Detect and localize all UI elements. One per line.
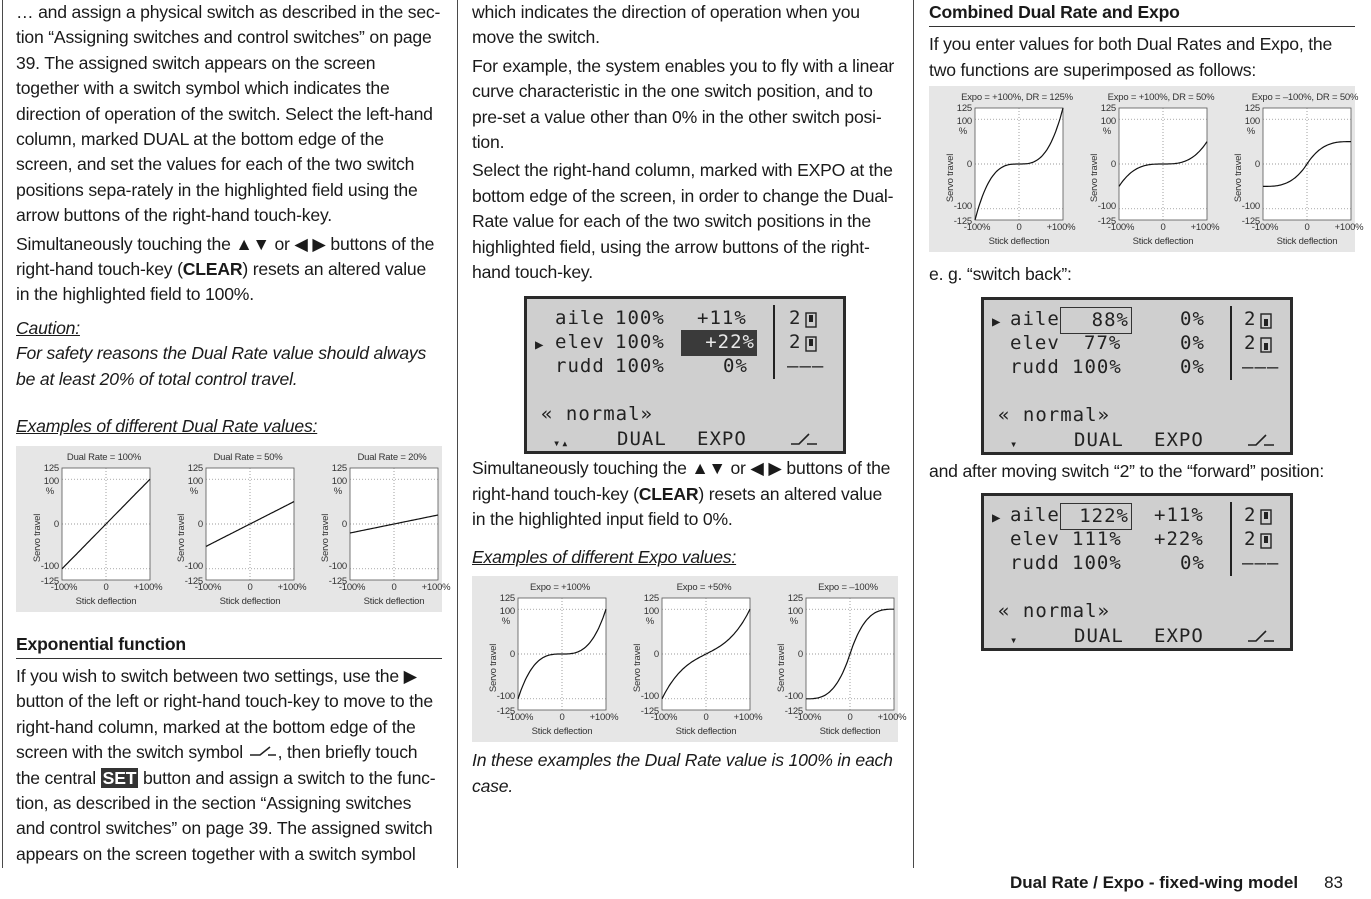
tick-label: +100% [1334, 222, 1364, 234]
footer-row: ▾ DUAL EXPO [984, 624, 1290, 648]
x-axis-label: Stick deflection [988, 236, 1050, 248]
cursor-icon: ▶ [535, 337, 545, 354]
switch-icon [805, 310, 817, 326]
column-divider [913, 0, 914, 868]
paragraph: … and assign a physical switch as described in the sec-tion “Assigning switches and control switches” on page 39. The assigned switch appears on the screen together with a switch symbol which indicates the direction of operation of the switch. Select the left-hand column, marked DUAL at the bottom edge of the screen, and set the values for each of the two switch positions sepa-rately in the highlighted field using the arrow buttons of the right-hand touch-key. [16, 2, 441, 226]
tick-label: 100 [187, 475, 203, 487]
tick-label: 0 [653, 649, 659, 661]
graph-title: Expo = +50% [676, 582, 732, 594]
caution-text: For safety reasons the Dual Rate value should always be at least 20% of total control travel. [16, 343, 427, 389]
tick-label: -125 [328, 575, 347, 587]
tick-label: -100 [1097, 201, 1116, 213]
expo-graphs [472, 576, 907, 742]
graph [18, 448, 163, 608]
arrow-down-icon: ▾ [1010, 633, 1019, 648]
cursor-icon: ▶ [992, 313, 1002, 330]
combined-graphs [929, 86, 1364, 252]
tick-label: +100% [1046, 222, 1076, 234]
footer-title: Dual Rate / Expo - fixed-wing model [1009, 873, 1299, 892]
page-number: 83 [1324, 873, 1343, 892]
tick-label: 0 [1110, 159, 1116, 171]
screen-row: rudd 100% 0% ––– [1010, 355, 1280, 378]
tick-label: % [189, 485, 198, 497]
tick-label: -100 [784, 690, 803, 702]
lcd-screen [524, 296, 846, 454]
tick-label: -125 [640, 706, 659, 718]
tick-label: -100% [794, 712, 822, 724]
graph-title: Expo = +100%, DR = 125% [961, 92, 1073, 104]
arrow-up-down-icon: ▾▴ [553, 436, 570, 451]
tick-label: -100% [50, 581, 78, 593]
tick-label: 100 [956, 116, 972, 128]
tick-label: 0 [1254, 159, 1260, 171]
tick-label: 125 [331, 462, 347, 474]
caution-title: Caution: [16, 317, 80, 338]
screen-holder [929, 487, 1355, 657]
tick-label: -100 [328, 560, 347, 572]
tick-label: +100% [421, 581, 451, 593]
graph-title: Expo = –100%, DR = 50% [1251, 92, 1359, 104]
paragraph: and after moving switch “2” to the “forward” position: [929, 460, 1325, 481]
x-axis-label: Stick deflection [819, 726, 881, 738]
paragraph: If you wish to switch between two settings, use the ▶ button of the left or right-hand touch-key to move to the right-hand column, marked at the bottom edge of the screen with the switch symbol , then briefly touch the central SET button and assign a switch to the func-tion, as described in the section “Assigning switches and control switches” on page 39. The assigned switch appears on the screen together with a switch symbol [16, 665, 436, 864]
tick-label: % [333, 485, 342, 497]
tick-label: 0 [391, 581, 397, 593]
page-footer [1010, 873, 1343, 893]
switch-symbol-icon [248, 744, 278, 758]
divider [773, 305, 775, 379]
tick-label: 0 [1016, 222, 1022, 234]
x-axis-label: Stick deflection [1276, 236, 1338, 248]
y-axis-label: Servo travel [488, 643, 499, 693]
switch-icon [1260, 335, 1272, 351]
lcd-screen [981, 493, 1293, 651]
lcd-screen [981, 297, 1293, 455]
tick-label: 125 [643, 593, 659, 605]
paragraph: Simultaneously touching the ▲▼ or ◀ ▶ buttons of the right-hand touch-key (CLEAR) resets an altered value in the highlighted field to 100%. [16, 233, 435, 305]
highlighted-field[interactable]: +22% [681, 330, 757, 355]
tick-label: -100% [1251, 222, 1279, 234]
screen-row: ▶ aile 122% +11% 2 [984, 503, 1290, 527]
mode-row: « normal» [998, 600, 1110, 623]
tick-label: 100 [643, 606, 659, 618]
arrow-down-icon: ▾ [1010, 436, 1019, 451]
tick-label: -100% [194, 581, 222, 593]
tick-label: 0 [1160, 222, 1166, 234]
tick-label: 0 [1304, 222, 1310, 234]
tick-label: 0 [247, 581, 253, 593]
graph [1219, 88, 1364, 248]
tick-label: -100 [640, 690, 659, 702]
graph [762, 578, 907, 738]
tick-label: 125 [43, 462, 59, 474]
tick-label: 125 [499, 593, 515, 605]
screen-holder [929, 291, 1355, 461]
note: In these examples the Dual Rate value is 100% in each case. [472, 750, 893, 796]
graph [474, 578, 619, 738]
examples-heading: Examples of different Dual Rate values: [16, 416, 318, 437]
tick-label: +100% [277, 581, 307, 593]
divider [1230, 306, 1232, 380]
switch-symbol-icon[interactable] [789, 429, 819, 454]
switch-icon [1260, 311, 1272, 327]
switch-icon [805, 334, 817, 350]
tick-label: 0 [797, 649, 803, 661]
tick-label: % [789, 616, 798, 628]
y-axis-label: Servo travel [776, 643, 787, 693]
screen-row: ▶ aile 88% 0% 2 [984, 307, 1290, 331]
y-axis-label: Servo travel [320, 513, 331, 562]
tick-label: % [645, 616, 654, 628]
paragraph: which indicates the direction of operation when you move the switch. [472, 2, 860, 48]
tick-label: 0 [847, 712, 853, 724]
column-divider [457, 0, 458, 868]
switch-icon [1260, 507, 1272, 523]
screen-row: rudd 100% 0% ––– [1010, 552, 1280, 575]
y-axis-label: Servo travel [1089, 154, 1100, 203]
graph-title: Dual Rate = 100% [66, 451, 142, 463]
footer-row: ▾▴ DUAL EXPO [527, 427, 843, 451]
caution [16, 316, 442, 392]
paragraph: For example, the system enables you to fly with a linear curve characteristic in the one switch position, and to pre-set a value other than 0% in the other switch posi-tion. [472, 55, 895, 153]
tick-label: % [1102, 126, 1111, 138]
tick-label: % [958, 126, 967, 138]
tick-label: 125 [956, 103, 972, 115]
x-axis-label: Stick deflection [219, 595, 281, 607]
mode-row: « normal» [541, 403, 653, 426]
x-axis-label: Stick deflection [675, 726, 737, 738]
divider [1230, 502, 1232, 576]
tick-label: 125 [787, 593, 803, 605]
graph [306, 448, 451, 608]
tick-label: +100% [133, 581, 163, 593]
tick-label: -125 [40, 575, 59, 587]
tick-label: 100 [1244, 116, 1260, 128]
screen-row: elev 111% +22% 2 [984, 527, 1290, 551]
clear-key: CLEAR [638, 483, 699, 504]
screen-row: aile 100% +11% 2 [527, 306, 843, 330]
tick-label: % [45, 485, 54, 497]
cursor-icon: ▶ [992, 510, 1002, 527]
paragraph: Select the right-hand column, marked with EXPO at the bottom edge of the screen, in order to change the Dual-Rate value for each of the two switch positions in the highlighted field, using the arrow buttons of the right-hand touch-key. [472, 160, 894, 283]
column-2 [472, 0, 907, 802]
screen-row: ▶ elev 100% +22% 2 [527, 330, 843, 354]
highlighted-field[interactable]: 122% [1060, 503, 1132, 530]
tick-label: +100% [877, 712, 907, 724]
tick-label: -100 [184, 560, 203, 572]
tick-label: -100 [1241, 201, 1260, 213]
tick-label: -100% [1107, 222, 1135, 234]
set-key: SET [102, 767, 137, 788]
dual-rate-graphs [16, 446, 451, 612]
section-heading: Exponential function [16, 632, 442, 659]
graph [162, 448, 307, 608]
x-axis-label: Stick deflection [363, 595, 425, 607]
switch-icon [1260, 531, 1272, 547]
tick-label: 0 [559, 712, 565, 724]
screen-holder [472, 288, 898, 456]
left-border [2, 0, 3, 868]
column-1 [16, 0, 451, 870]
section-heading: Combined Dual Rate and Expo [929, 0, 1355, 27]
graph [1075, 88, 1220, 248]
graph [618, 578, 763, 738]
tick-label: -100% [650, 712, 678, 724]
column-3 [929, 0, 1364, 657]
tick-label: +100% [733, 712, 763, 724]
tick-label: -100% [506, 712, 534, 724]
tick-label: 0 [966, 159, 972, 171]
tick-label: 0 [703, 712, 709, 724]
graph-title: Dual Rate = 20% [357, 451, 427, 463]
x-axis-label: Stick deflection [531, 726, 593, 738]
graph-title: Expo = –100% [818, 582, 878, 594]
y-axis-label: Servo travel [176, 513, 187, 562]
paragraph: If you enter values for both Dual Rates and Expo, the two functions are superimposed as follows: [929, 34, 1333, 80]
x-axis-label: Stick deflection [75, 595, 137, 607]
y-axis-label: Servo travel [32, 513, 43, 562]
paragraph: e. g. “switch back”: [929, 264, 1072, 285]
paragraph: Simultaneously touching the ▲▼ or ◀ ▶ buttons of the right-hand touch-key (CLEAR) resets an altered value in the highlighted input field to 0%. [472, 458, 891, 530]
tick-label: 100 [43, 475, 59, 487]
tick-label: -100% [963, 222, 991, 234]
switch-symbol-icon[interactable] [1246, 626, 1276, 651]
graph-title: Expo = +100% [530, 582, 590, 594]
tick-label: -100 [496, 690, 515, 702]
tick-label: +100% [589, 712, 619, 724]
tick-label: -100 [953, 201, 972, 213]
mode-row: « normal» [998, 403, 1110, 426]
tick-label: 100 [787, 606, 803, 618]
tick-label: 100 [499, 606, 515, 618]
tick-label: -125 [1097, 216, 1116, 228]
tick-label: -100% [338, 581, 366, 593]
tick-label: 100 [1100, 116, 1116, 128]
tick-label: 0 [509, 649, 515, 661]
y-axis-label: Servo travel [1233, 154, 1244, 203]
tick-label: 0 [341, 518, 347, 530]
screen-row: elev 77% 0% 2 [984, 331, 1290, 355]
x-axis-label: Stick deflection [1132, 236, 1194, 248]
tick-label: -125 [953, 216, 972, 228]
tick-label: +100% [1190, 222, 1220, 234]
tick-label: -125 [496, 706, 515, 718]
graph-title: Expo = +100%, DR = 50% [1107, 92, 1215, 104]
footer-row: ▾ DUAL EXPO [984, 428, 1290, 452]
examples-heading: Examples of different Expo values: [472, 546, 737, 567]
clear-key: CLEAR [182, 259, 243, 280]
switch-symbol-icon[interactable] [1246, 430, 1276, 455]
tick-label: 125 [1100, 103, 1116, 115]
tick-label: -125 [184, 575, 203, 587]
tick-label: 0 [103, 581, 109, 593]
tick-label: -125 [1241, 216, 1260, 228]
y-axis-label: Servo travel [632, 643, 643, 693]
graph-title: Dual Rate = 50% [213, 451, 283, 463]
graph [931, 88, 1076, 248]
tick-label: 125 [187, 462, 203, 474]
tick-label: 0 [53, 518, 59, 530]
highlighted-field[interactable]: 88% [1060, 307, 1132, 334]
tick-label: % [501, 616, 510, 628]
tick-label: -125 [784, 706, 803, 718]
tick-label: 0 [197, 518, 203, 530]
tick-label: -100 [40, 560, 59, 572]
tick-label: 125 [1244, 103, 1260, 115]
tick-label: 100 [331, 475, 347, 487]
tick-label: % [1246, 126, 1255, 138]
screen-row: rudd 100% 0% ––– [555, 355, 825, 378]
y-axis-label: Servo travel [945, 154, 956, 203]
